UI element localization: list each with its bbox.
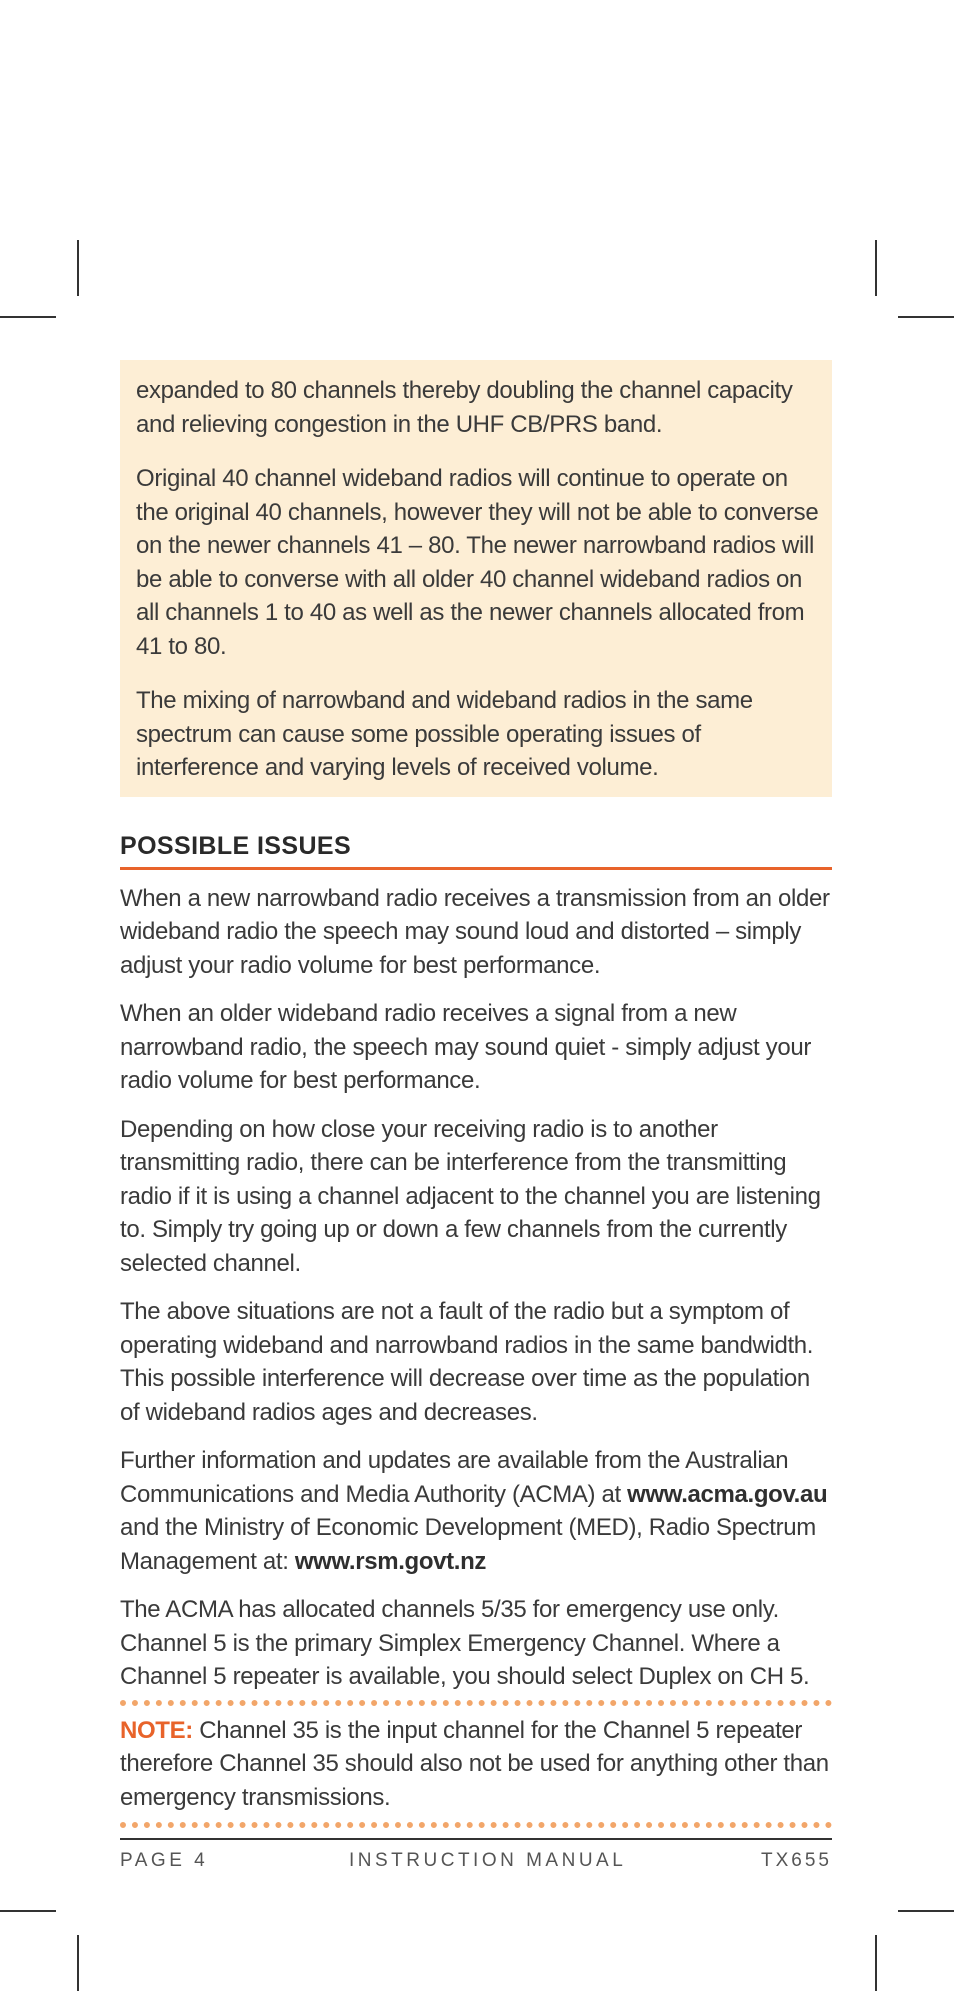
info-box	[120, 360, 832, 797]
footer-manual-title: INSTRUCTION MANUAL	[349, 1850, 627, 1871]
page-footer	[120, 1850, 832, 1878]
body-paragraph: When a new narrowband radio receives a transmission from an older wideband radio the speech may sound loud and distorted – simply adjust your radio volume for best performance.	[120, 884, 830, 979]
footer-rule	[120, 1838, 832, 1840]
note-paragraph	[120, 1714, 832, 1815]
note-label: NOTE:	[120, 1716, 193, 1744]
rsm-link[interactable]: www.rsm.govt.nz	[294, 1547, 487, 1575]
dotted-divider-bottom	[120, 1822, 832, 1828]
body-paragraph: When an older wideband radio receives a signal from a new narrowband radio, the speech may sound quiet - simply adjust your radio volume for best performance.	[120, 1000, 811, 1094]
further-info-paragraph	[120, 1444, 832, 1578]
section-heading: POSSIBLE ISSUES	[120, 831, 832, 870]
body-paragraph: Depending on how close your receiving radio is to another transmitting radio, there can be interference from the transmitting radio if it is using a channel adjacent to the channel you are listening to. Simply try going up or down a few channels from the currently selected channel.	[120, 1115, 821, 1277]
crop-mark-top-left-horizontal	[0, 316, 56, 318]
crop-mark-bottom-right-vertical	[875, 1935, 877, 1991]
page-content	[120, 360, 832, 1828]
acma-link[interactable]: www.acma.gov.au	[627, 1480, 828, 1508]
note-block	[120, 1706, 832, 1823]
crop-mark-top-left-vertical	[77, 240, 79, 296]
box-paragraph: Original 40 channel wideband radios will continue to operate on the original 40 channels, however they will not be able to converse on the newer channels 41 – 80. The newer narrowband radios will be able to converse with all older 40 channel wideband radios on all channels 1 to 40 as well as the newer channels allocated from 41 to 80.	[136, 465, 819, 660]
crop-mark-bottom-right-horizontal	[898, 1910, 954, 1912]
crop-mark-top-right-vertical	[875, 240, 877, 296]
crop-mark-bottom-left-vertical	[77, 1935, 79, 1991]
emergency-paragraph: The ACMA has allocated channels 5/35 for emergency use only. Channel 5 is the primary Simplex Emergency Channel. Where a Channel 5 repeater is available, you should select Duplex on CH 5.	[120, 1596, 810, 1690]
footer-page-number: PAGE 4	[120, 1850, 209, 1871]
further-info-text: and the Ministry of Economic Development (MED), Radio Spectrum Management at:	[120, 1514, 816, 1575]
section-body	[120, 882, 832, 1694]
crop-mark-top-right-horizontal	[898, 316, 954, 318]
crop-mark-bottom-left-horizontal	[0, 1910, 56, 1912]
box-paragraph: The mixing of narrowband and wideband radios in the same spectrum can cause some possible operating issues of interference and varying levels of received volume.	[136, 687, 753, 781]
note-text: Channel 35 is the input channel for the Channel 5 repeater therefore Channel 35 should also not be used for anything other than emergency transmissions.	[120, 1716, 829, 1811]
box-paragraph: expanded to 80 channels thereby doubling the channel capacity and relieving congestion in the UHF CB/PRS band.	[136, 377, 793, 438]
further-info-text: Further information and updates are available from the Australian Communications and Media Authority (ACMA) at	[120, 1447, 789, 1508]
body-paragraph: The above situations are not a fault of the radio but a symptom of operating wideband and narrowband radios in the same bandwidth. This possible interference will decrease over time as the population of wideband radios ages and decreases.	[120, 1298, 814, 1426]
footer-model: TX655	[761, 1850, 832, 1871]
